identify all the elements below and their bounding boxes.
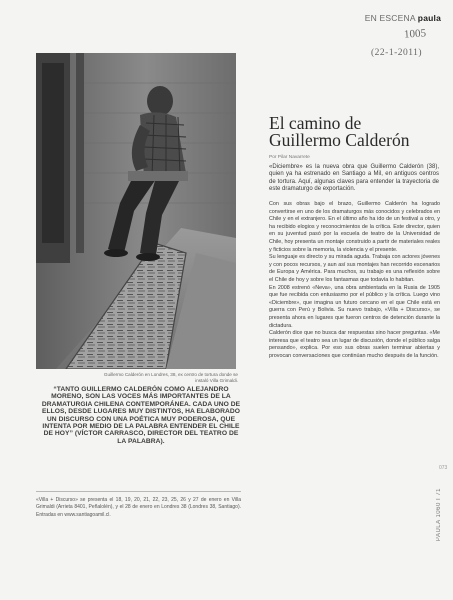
article-title: [269, 115, 409, 149]
body-paragraph: Con sus obras bajo el brazo, Guillermo Calderón ha logrado convertirse en uno de los dramaturgos más conocidos y celebrados en Chile y en el extranjero. En el último año ha ido de un festival a otro, y ha recibido elogios y reconocimientos de la crítica. Este director, quien en su juventud pasó por la escuela de teatro de la Universidad de Chile, hoy presenta un montaje construido a partir de materiales reales y ficticios sobre la memoria, la violencia y el presente.: [269, 201, 440, 253]
body-paragraph: Su lenguaje es directo y su mirada aguda. Trabaja con actores jóvenes y con pocos recursos, y aun así sus montajes han recorrido escenarios de Europa y América. Para muchos, su trabajo es una reflexión sobre el Chile de hoy y sobre los fantasmas que todavía lo habitan.: [269, 254, 440, 283]
brand-logo: paula: [417, 13, 441, 23]
body-paragraph: En 2008 estrenó «Neva», una obra ambientada en la Rusia de 1905 que fue recibida con entusiasmo por el público y la crítica. Luego vino «Diciembre», que imagina un futuro cercano en el que Chile está en guerra con Perú y Bolivia. Su nuevo trabajo, «Villa + Discurso», se presenta ahora en lugares que fueron centros de detención durante la dictadura.: [269, 284, 440, 329]
side-folio: PAULA 1060 I 71: [436, 488, 442, 542]
page-number: 073: [439, 465, 448, 471]
body-paragraph: Calderón dice que no busca dar respuestas sino hacer preguntas. «Me interesa que el teatro sea un lugar de discusión, donde el público salga pensando», explica. Por eso sus obras suelen terminar abiertas y provocan conversaciones que continúan mucho después de la función.: [269, 330, 440, 359]
handwritten-number: 1005: [403, 27, 427, 41]
byline: Por Pilar Navarrete: [269, 155, 310, 160]
title-line-2: Guillermo Calderón: [269, 130, 410, 150]
photo-caption: Guillermo Calderón en Londres, 38, ex centro de tortura donde se instaló Villa Grimaldi.: [103, 372, 238, 383]
title-line-1: El camino de: [269, 113, 362, 133]
handwritten-date: (22-1-2011): [371, 48, 423, 58]
article-body: [269, 201, 440, 593]
divider: [36, 491, 241, 492]
pull-quote: “TANTO GUILLERMO CALDERÓN COMO ALEJANDRO MORENO, SON LAS VOCES MÁS IMPORTANTES DE LA DRAMATURGIA CHILENA CONTEMPORÁNEA. CADA UNO DE ELLOS, DESDE LUGARES MUY DISTINTOS, HA ELABORADO UN DISCURSO CON UNA POÉTICA MUY PODEROSA, QUE INTENTA POR MEDIO DE LA PALABRA ENTENDER EL CHILE DE HOY” (VÍCTOR CARRASCO, DIRECTOR DEL TEATRO DE LA PALABRA).: [41, 386, 241, 445]
section-header: [365, 13, 441, 23]
event-info: «Villa + Discurso» se presenta el 18, 19, 20, 21, 22, 23, 25, 26 y 27 de enero en Villa Grimaldi (Arrieta 8401, Peñalolén), y el 28 de enero en Londres 38 (Londres 38, Santiago). Entradas en www.santiagoamil.cl.: [36, 497, 241, 518]
article-lead: «Diciembre» es la nueva obra que Guillermo Calderón (38), quien ya ha estrenado en Santiago a Mil, en antiguos centros de tortura. Aquí, algunas claves para entender la trayectoria de este dramaturgo de exportación.: [269, 164, 439, 193]
article-photo: [36, 53, 236, 369]
photo-illustration: [36, 53, 236, 369]
section-label: EN ESCENA: [364, 13, 416, 23]
